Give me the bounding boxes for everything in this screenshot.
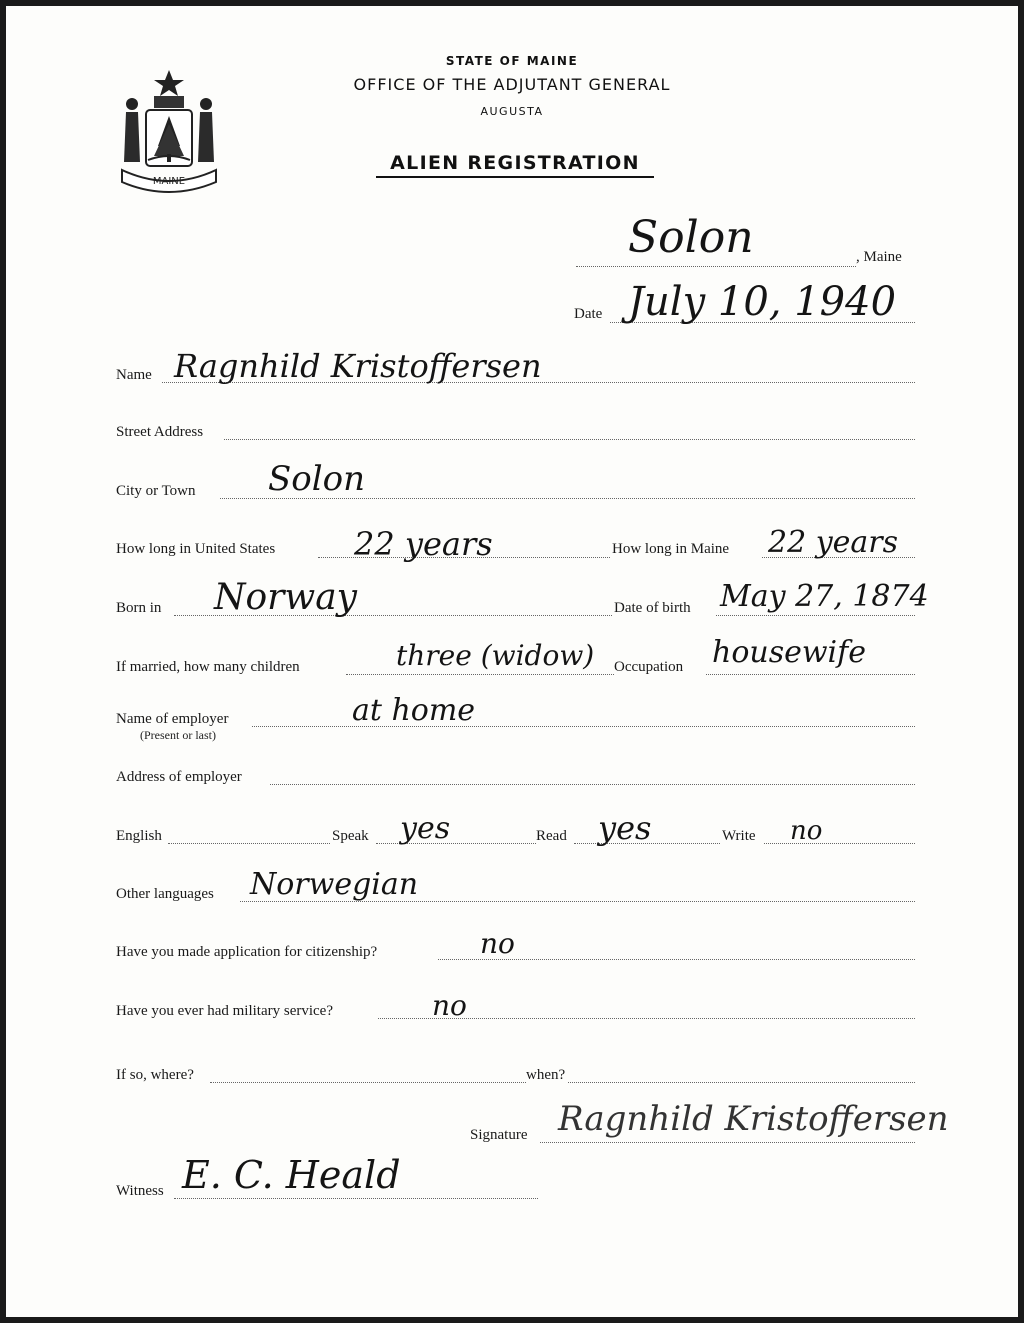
speak-value[interactable]: yes [400, 811, 451, 846]
employer-address-label: Address of employer [116, 769, 242, 785]
how-long-us-label: How long in United States [116, 541, 276, 557]
witness-label: Witness [116, 1183, 164, 1199]
street-address-label: Street Address [116, 424, 204, 440]
born-in-value[interactable]: Norway [214, 577, 357, 618]
occupation-value[interactable]: housewife [712, 635, 866, 670]
city-label: City or Town [116, 483, 196, 499]
read-value[interactable]: yes [598, 809, 652, 847]
maine-label: , Maine [856, 249, 902, 265]
how-long-us-value[interactable]: 22 years [354, 525, 493, 563]
seal-label: MAINE [152, 176, 186, 187]
employer-label: Name of employer [116, 711, 229, 727]
military-label: Have you ever had military service? [116, 1003, 333, 1019]
how-long-maine-label: How long in Maine [612, 541, 730, 557]
date-of-birth-line [716, 615, 915, 616]
military-value[interactable]: no [432, 989, 467, 1022]
city-value[interactable]: Solon [268, 459, 366, 499]
write-line [764, 843, 915, 844]
employer-value[interactable]: at home [352, 693, 476, 728]
witness-value[interactable]: E. C. Heald [182, 1153, 401, 1197]
born-in-label: Born in [116, 600, 162, 616]
occupation-line [706, 674, 915, 675]
english-line [168, 843, 330, 844]
town-line [576, 266, 856, 267]
children-label: If married, how many children [116, 659, 300, 675]
where-line [210, 1082, 526, 1083]
date-of-birth-label: Date of birth [614, 600, 691, 616]
occupation-label: Occupation [614, 659, 684, 675]
children-line [346, 674, 614, 675]
page-title: ALIEN REGISTRATION [376, 152, 654, 178]
write-label: Write [722, 828, 756, 844]
signature-label: Signature [470, 1127, 528, 1143]
town-value[interactable]: Solon [628, 212, 754, 263]
other-languages-label: Other languages [116, 886, 214, 902]
when-label: when? [526, 1067, 566, 1083]
how-long-maine-value[interactable]: 22 years [768, 525, 899, 560]
header-state: STATE OF MAINE [445, 54, 579, 68]
children-value[interactable]: three (widow) [396, 639, 595, 672]
employer-sublabel: (Present or last) [140, 728, 216, 742]
street-address-line [224, 439, 915, 440]
name-label: Name [116, 367, 152, 383]
registration-form [6, 6, 1018, 1317]
read-label: Read [536, 828, 567, 844]
witness-line [174, 1198, 538, 1199]
date-value[interactable]: July 10, 1940 [628, 279, 897, 325]
citizenship-value[interactable]: no [480, 927, 515, 960]
citizenship-label: Have you made application for citizenship? [116, 944, 378, 960]
header-office: OFFICE OF THE ADJUTANT GENERAL [353, 75, 671, 94]
header-city: AUGUSTA [480, 105, 544, 118]
date-of-birth-value[interactable]: May 27, 1874 [720, 579, 929, 614]
signature-line [540, 1142, 915, 1143]
name-value[interactable]: Ragnhild Kristoffersen [174, 347, 542, 385]
english-label: English [116, 828, 162, 844]
when-line [568, 1082, 915, 1083]
employer-address-line [270, 784, 915, 785]
speak-label: Speak [332, 828, 369, 844]
if-so-where-label: If so, where? [116, 1067, 194, 1083]
write-value[interactable]: no [790, 816, 823, 846]
date-label: Date [574, 306, 603, 322]
signature-value[interactable]: Ragnhild Kristoffersen [558, 1099, 949, 1139]
other-languages-value[interactable]: Norwegian [250, 867, 419, 902]
